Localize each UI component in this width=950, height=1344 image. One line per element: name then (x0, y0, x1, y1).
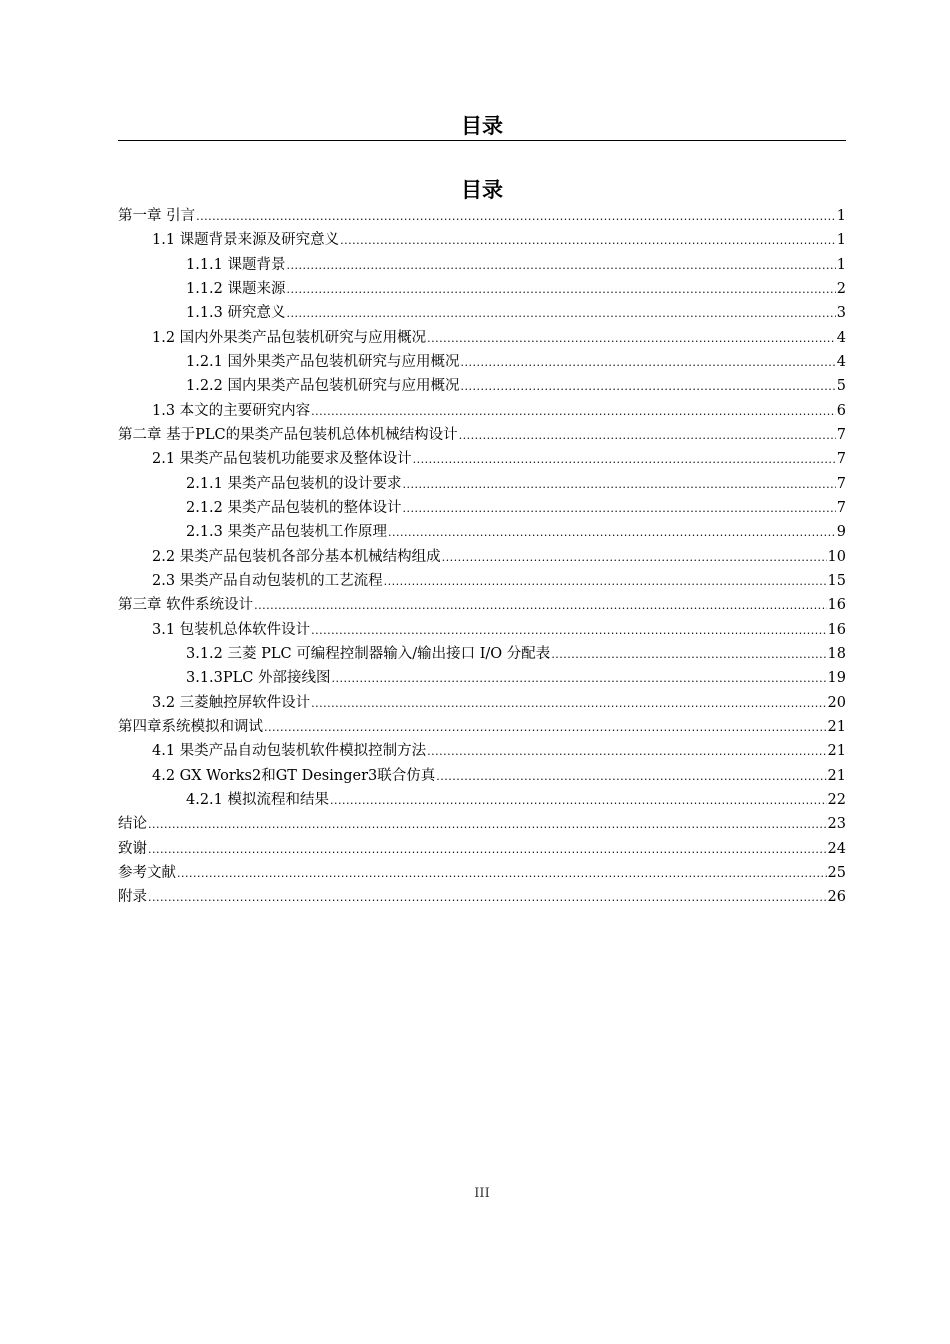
toc-entry-page: 5 (836, 378, 846, 395)
toc-entry[interactable] (118, 691, 846, 715)
toc-entry-page: 24 (827, 840, 846, 857)
toc-entry-label: 4.2 GX Works2和GT Desinger3联合仿真 (152, 767, 436, 784)
toc-entry-page: 16 (827, 621, 846, 638)
dot-leader (427, 740, 826, 764)
toc-entry-page: 2 (836, 280, 846, 297)
toc-entry-label: 1.2 国内外果类产品包装机研究与应用概况 (152, 329, 427, 346)
toc-entry[interactable] (118, 253, 846, 277)
toc-entry-label: 第四章系统模拟和调试 (118, 718, 263, 735)
toc-entry-label: 第二章 基于PLC的果类产品包装机总体机械结构设计 (118, 426, 458, 443)
toc-entry-page: 4 (836, 329, 846, 346)
dot-leader (196, 205, 836, 229)
dot-leader (287, 302, 836, 326)
toc-entry-label: 1.1.1 课题背景 (186, 256, 286, 273)
toc-entry-label: 1.2.2 国内果类产品包装机研究与应用概况 (186, 378, 460, 395)
toc-entry-label: 1.3 本文的主要研究内容 (152, 402, 311, 419)
toc-entry[interactable] (118, 204, 846, 228)
toc-entry-label: 2.1.2 果类产品包装机的整体设计 (186, 499, 402, 516)
toc-entry-page: 9 (836, 524, 846, 541)
toc-entry-page: 22 (827, 791, 846, 808)
dot-leader (330, 789, 827, 813)
toc-entry-label: 第三章 软件系统设计 (118, 597, 254, 614)
dot-leader (148, 886, 827, 910)
toc-entry-label: 2.3 果类产品自动包装机的工艺流程 (152, 572, 383, 589)
toc-entry-label: 1.1.3 研究意义 (186, 305, 286, 322)
toc-entry-page: 20 (827, 694, 846, 711)
toc-entry-label: 3.2 三菱触控屏软件设计 (152, 694, 311, 711)
dot-leader (403, 497, 836, 521)
toc-entry-label: 3.1.3PLC 外部接线图 (186, 670, 331, 687)
toc-entry[interactable] (118, 374, 846, 398)
dot-leader (436, 765, 826, 789)
toc-entry[interactable] (118, 788, 846, 812)
toc-entry-page: 1 (836, 232, 846, 249)
toc-entry-page: 21 (827, 718, 846, 735)
toc-entry[interactable] (118, 861, 846, 885)
table-of-contents (118, 204, 846, 910)
toc-entry-label: 致谢 (118, 840, 147, 857)
toc-entry-label: 3.1 包装机总体软件设计 (152, 621, 311, 638)
toc-entry-page: 21 (827, 743, 846, 760)
dot-leader (254, 594, 826, 618)
toc-entry[interactable] (118, 569, 846, 593)
toc-entry[interactable] (118, 496, 846, 520)
toc-entry-page: 25 (827, 864, 846, 881)
toc-entry[interactable] (118, 326, 846, 350)
toc-entry[interactable] (118, 520, 846, 544)
toc-entry[interactable] (118, 666, 846, 690)
dot-leader (311, 692, 826, 716)
dot-leader (287, 278, 836, 302)
toc-entry-label: 4.1 果类产品自动包装机软件模拟控制方法 (152, 743, 427, 760)
toc-entry-page: 7 (836, 499, 846, 516)
toc-entry-page: 26 (827, 889, 846, 906)
dot-leader (311, 619, 826, 643)
dot-leader (340, 229, 836, 253)
dot-leader (461, 375, 836, 399)
toc-entry[interactable] (118, 837, 846, 861)
toc-entry[interactable] (118, 812, 846, 836)
toc-entry-page: 3 (836, 305, 846, 322)
dot-leader (413, 448, 836, 472)
toc-entry[interactable] (118, 399, 846, 423)
toc-entry-page: 21 (827, 767, 846, 784)
toc-title: 目录 (461, 178, 503, 202)
toc-entry-label: 4.2.1 模拟流程和结果 (186, 791, 330, 808)
toc-entry-label: 1.1 课题背景来源及研究意义 (152, 232, 340, 249)
toc-entry[interactable] (118, 715, 846, 739)
toc-entry[interactable] (118, 423, 846, 447)
toc-entry[interactable] (118, 764, 846, 788)
dot-leader (287, 254, 836, 278)
toc-entry[interactable] (118, 301, 846, 325)
toc-entry-label: 结论 (118, 816, 147, 833)
toc-entry-label: 3.1.2 三菱 PLC 可编程控制器输入/输出接口 I/O 分配表 (186, 645, 551, 662)
toc-entry[interactable] (118, 885, 846, 909)
toc-entry[interactable] (118, 618, 846, 642)
toc-entry-label: 附录 (118, 889, 147, 906)
toc-entry-label: 2.1 果类产品包装机功能要求及整体设计 (152, 451, 412, 468)
dot-leader (403, 473, 836, 497)
dot-leader (148, 838, 827, 862)
toc-entry-label: 2.1.3 果类产品包装机工作原理 (186, 524, 388, 541)
dot-leader (388, 521, 836, 545)
dot-leader (551, 643, 826, 667)
toc-entry-page: 6 (836, 402, 846, 419)
toc-entry-page: 16 (827, 597, 846, 614)
toc-entry[interactable] (118, 739, 846, 763)
toc-entry[interactable] (118, 472, 846, 496)
dot-leader (177, 862, 827, 886)
page-number: III (474, 1186, 490, 1201)
toc-entry[interactable] (118, 447, 846, 471)
toc-entry[interactable] (118, 350, 846, 374)
toc-entry-label: 1.1.2 课题来源 (186, 280, 286, 297)
toc-entry-page: 18 (827, 645, 846, 662)
toc-entry-label: 2.1.1 果类产品包装机的设计要求 (186, 475, 402, 492)
toc-entry-label: 2.2 果类产品包装机各部分基本机械结构组成 (152, 548, 441, 565)
toc-entry-page: 15 (827, 572, 846, 589)
header-divider (118, 140, 846, 141)
header-title: 目录 (461, 114, 503, 138)
toc-entry[interactable] (118, 277, 846, 301)
toc-entry-page: 7 (836, 475, 846, 492)
toc-entry[interactable] (118, 228, 846, 252)
dot-leader (461, 351, 836, 375)
dot-leader (311, 400, 836, 424)
toc-entry-page: 10 (827, 548, 846, 565)
toc-entry-page: 1 (836, 208, 846, 224)
dot-leader (384, 570, 827, 594)
toc-entry[interactable] (118, 642, 846, 666)
dot-leader (264, 716, 827, 740)
dot-leader (442, 546, 827, 570)
toc-entry-page: 7 (836, 451, 846, 468)
toc-entry-label: 第一章 引言 (118, 208, 196, 224)
toc-entry[interactable] (118, 545, 846, 569)
toc-entry-page: 4 (836, 353, 846, 370)
toc-entry[interactable] (118, 593, 846, 617)
dot-leader (148, 813, 827, 837)
toc-entry-label: 1.2.1 国外果类产品包装机研究与应用概况 (186, 353, 460, 370)
toc-entry-page: 7 (836, 426, 846, 443)
toc-entry-page: 1 (836, 256, 846, 273)
dot-leader (331, 667, 826, 691)
toc-entry-page: 23 (827, 816, 846, 833)
dot-leader (427, 327, 836, 351)
dot-leader (459, 424, 836, 448)
toc-entry-label: 参考文献 (118, 864, 176, 881)
toc-entry-page: 19 (827, 670, 846, 687)
